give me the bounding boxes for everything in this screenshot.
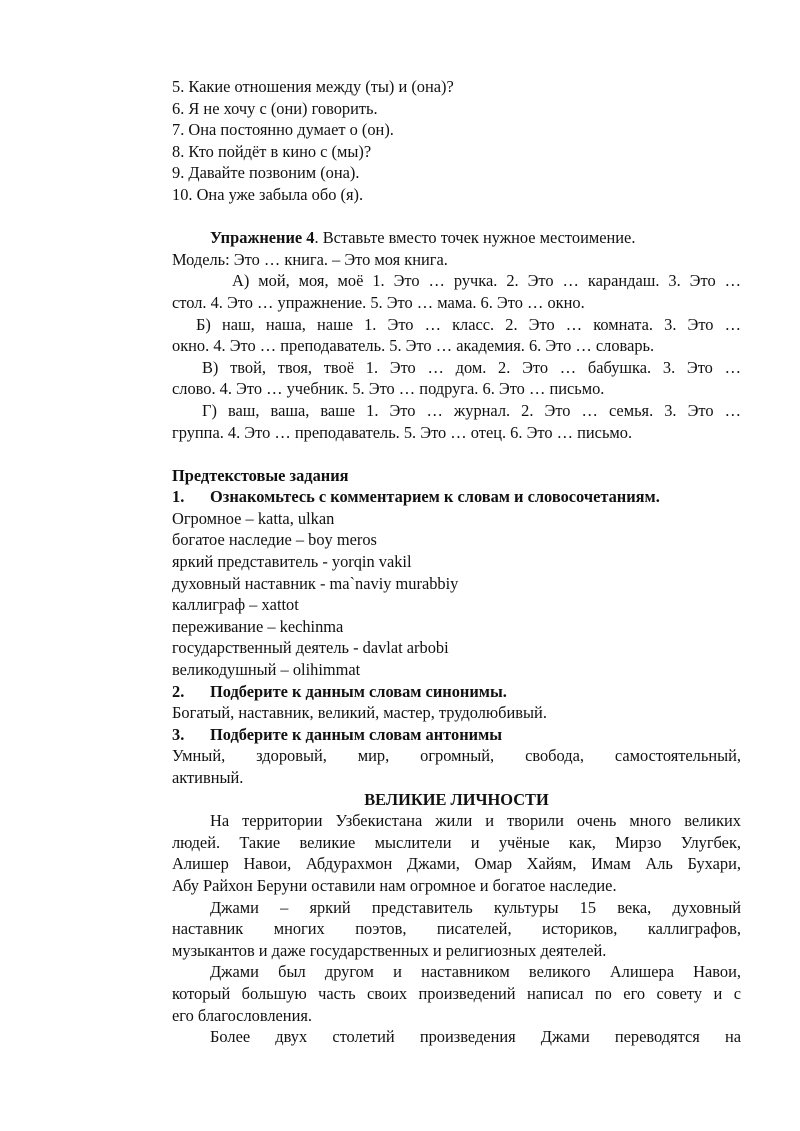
exercise-title: Упражнение 4 [210, 228, 315, 248]
list-item: 9. Давайте позвоним (она). [172, 163, 360, 183]
task-3-words-line2: активный. [172, 768, 244, 787]
paragraph-line: который большую часть своих произведений написал по его совету и с [172, 983, 741, 1003]
task-text: Подберите к данным словам синонимы. [210, 681, 507, 701]
paragraph-line: Абу Райхон Беруни оставили нам огромное и богатое наследие. [172, 875, 617, 895]
list-item: 10. Она уже забыла обо (я). [172, 184, 364, 204]
exercise-heading [172, 227, 741, 249]
task-3 [172, 724, 741, 746]
vocab-item: богатое наследие – boy meros [172, 530, 377, 550]
exercise-4 [172, 227, 741, 443]
list-item: 8. Кто пойдёт в кино с (мы)? [172, 141, 372, 161]
exercise-part-a-line2: стол. 4. Это … упражнение. 5. Это … мама. 6. Это … окно. [172, 292, 585, 312]
paragraph-line: людей. Такие великие мыслители и учёные как, Мирзо Улугбек, [172, 832, 741, 852]
vocab-item: Огромное – katta, ulkan [172, 508, 335, 528]
task-text: Ознакомьтесь с комментарием к словам и словосочетаниям. [210, 487, 660, 507]
paragraph-line: Алишер Навои, Абдурахмон Джами, Омар Хайям, Имам Аль Бухари, [172, 854, 741, 874]
vocab-item: духовный наставник - ma`naviy murabbiy [172, 573, 459, 593]
paragraph-line: Более двух столетий произведения Джами переводятся на [210, 1027, 741, 1047]
exercise-part-b-line1: Б) наш, наша, наше 1. Это … класс. 2. Это … комната. 3. Это … [196, 314, 741, 334]
task-number: 1. [172, 487, 185, 507]
list-item: 6. Я не хочу с (они) говорить. [172, 98, 378, 118]
list-item: 7. Она постоянно думает о (он). [172, 120, 394, 140]
document-page [172, 76, 741, 1048]
exercise-part-g-line2: группа. 4. Это … преподаватель. 5. Это … отец. 6. Это … письмо. [172, 422, 633, 442]
vocab-item: каллиграф – xattot [172, 595, 299, 615]
exercise-part-v-line1: В) твой, твоя, твоё 1. Это … дом. 2. Это … бабушка. 3. Это … [202, 357, 741, 377]
text-title: ВЕЛИКИЕ ЛИЧНОСТИ [364, 789, 549, 809]
exercise-part-a-line1: А) мой, моя, моё 1. Это … ручка. 2. Это … карандаш. 3. Это … [232, 271, 741, 291]
reading-text [172, 789, 741, 1048]
paragraph-line: музыкантов и даже государственных и религиозных деятелей. [172, 940, 607, 960]
exercise-instruction: . Вставьте вместо точек нужное местоимение. [314, 228, 636, 248]
paragraph-line: Джами был другом и наставником великого Алишера Навои, [210, 962, 741, 982]
exercise-part-v-line2: слово. 4. Это … учебник. 5. Это … подруга. 6. Это … письмо. [172, 379, 605, 399]
exercise-part-b-line2: окно. 4. Это … преподаватель. 5. Это … академия. 6. Это … словарь. [172, 336, 655, 356]
exercise-part-g-line1: Г) ваш, ваша, ваше 1. Это … журнал. 2. Это … семья. 3. Это … [202, 400, 741, 420]
vocab-item: великодушный – olihimmat [172, 660, 361, 680]
paragraph-line: его благословления. [172, 1005, 312, 1025]
task-2 [172, 681, 741, 703]
vocab-item: яркий представитель - yorqin vakil [172, 552, 412, 572]
paragraph-line: Джами – яркий представитель культуры 15 века, духовный [210, 897, 741, 917]
task-1 [172, 486, 741, 508]
list-item: 5. Какие отношения между (ты) и (она)? [172, 77, 454, 96]
task-text: Подберите к данным словам антонимы [210, 724, 503, 744]
task-number: 2. [172, 681, 185, 701]
exercise-model: Модель: Это … книга. – Это моя книга. [172, 249, 448, 269]
vocab-item: государственный деятель - davlat arbobi [172, 638, 449, 658]
task-3-words-line1: Умный, здоровый, мир, огромный, свобода, самостоятельный, [172, 746, 741, 766]
blank-line [172, 443, 741, 465]
vocab-list [172, 508, 741, 681]
sentence-list [172, 76, 741, 206]
paragraph-line: На территории Узбекистана жили и творили очень много великих [210, 811, 741, 831]
section-heading: Предтекстовые задания [172, 465, 349, 485]
pretext-tasks [172, 465, 741, 789]
paragraph-line: наставник многих поэтов, писателей, историков, каллиграфов, [172, 919, 741, 939]
task-number: 3. [172, 724, 185, 744]
vocab-item: переживание – kechinma [172, 616, 344, 636]
task-2-words: Богатый, наставник, великий, мастер, трудолюбивый. [172, 703, 547, 723]
blank-line [172, 206, 741, 228]
